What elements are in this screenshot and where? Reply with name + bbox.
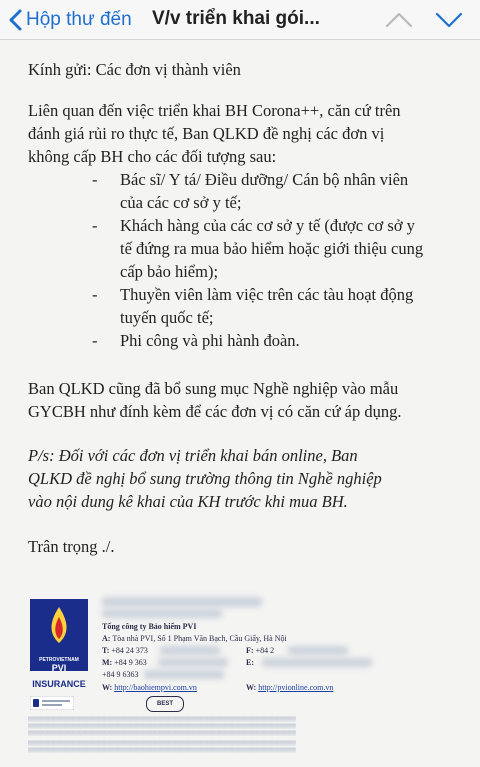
mobile-line: M: +84 9 363 — [102, 658, 147, 667]
phone-line: T: +84 24 373 — [102, 646, 148, 655]
bullet-marker: - — [92, 331, 98, 350]
fax-line: F: +84 2 — [246, 646, 275, 655]
bullet-line: Phi công và phi hành đoàn. — [120, 331, 300, 350]
logo-petrovietnam: PETROVIETNAM — [39, 657, 79, 663]
bullet-marker: - — [92, 285, 98, 304]
bullet-line: Thuyền viên làm việc trên các tàu hoạt động — [120, 285, 414, 304]
redacted-mobile — [158, 658, 228, 667]
best-award-badge: BEST — [146, 696, 184, 712]
bullet-line: tế đứng ra mua bảo hiểm hoặc giới thiệu cung — [120, 239, 424, 258]
redacted-email — [262, 658, 372, 667]
email-line: E: — [246, 658, 254, 667]
redacted-phone — [160, 646, 220, 655]
chevron-down-icon — [434, 8, 464, 32]
paragraph-line: không cấp BH cho các đối tượng sau: — [28, 147, 277, 166]
paragraph-line: GYCBH như đính kèm để các đơn vị có căn cứ áp dụng. — [28, 402, 402, 421]
phone-badge-icon — [30, 696, 74, 710]
ps-line: QLKD đề nghị bổ sung trường thông tin Nghề nghiệp — [28, 469, 382, 488]
disclaimer-text: ▒▒▒▒▒▒▒▒▒▒▒▒▒▒▒▒▒▒▒▒▒▒▒▒▒▒▒▒▒▒▒▒▒▒▒▒▒▒▒▒▒▒▒▒▒▒▒▒▒▒▒▒▒▒▒▒▒▒▒▒▒▒▒▒▒▒▒▒▒▒▒▒▒▒▒▒▒▒▒▒▒▒▒▒ — [28, 723, 296, 728]
back-button[interactable] — [8, 6, 132, 34]
bullet-marker: - — [92, 216, 98, 235]
back-label: Hộp thư đến — [26, 9, 132, 30]
closing: Trân trọng ./. — [28, 537, 115, 556]
bullet-marker: - — [92, 170, 98, 189]
website-link-2[interactable]: http://pvionline.com.vn — [258, 683, 334, 692]
redacted-mobile2 — [144, 670, 224, 679]
ps-line: vào nội dung kê khai của KH trước khi mua BH. — [28, 492, 348, 511]
disclaimer-text: ▒▒▒▒▒▒▒▒▒▒▒▒▒▒▒▒▒▒▒▒▒▒▒▒▒▒▒▒▒▒▒▒▒▒▒▒▒▒▒▒▒▒▒▒▒▒▒▒▒▒▒▒▒▒▒▒▒▒▒▒▒▒▒▒▒▒▒▒▒▒▒▒▒▒▒▒▒▒▒▒▒▒▒▒ — [28, 716, 296, 721]
previous-email-button[interactable] — [384, 8, 414, 32]
ps-line: P/s: Đối với các đơn vị triển khai bán online, Ban — [28, 446, 358, 465]
chevron-up-icon — [384, 8, 414, 32]
disclaimer-text: ▒▒▒▒▒▒▒▒▒▒▒▒▒▒▒▒▒▒▒▒▒▒▒▒▒▒▒▒▒▒▒▒▒▒▒▒▒▒▒▒▒▒▒▒▒▒▒▒▒▒▒▒▒▒▒▒▒▒▒▒▒▒▒▒▒▒▒▒▒▒▒▒▒▒▒▒▒▒▒▒▒▒▒▒ — [28, 740, 296, 745]
redacted-name — [102, 597, 262, 607]
disclaimer-text: ▒▒▒▒▒▒▒▒▒▒▒▒▒▒▒▒▒▒▒▒▒▒▒▒▒▒▒▒▒▒▒▒▒▒▒▒▒▒▒▒▒▒▒▒▒▒▒▒▒▒▒▒▒▒▒▒▒▒▒▒▒▒▒▒▒▒▒▒▒▒▒▒▒▒▒▒▒▒▒▒▒▒▒▒ — [28, 730, 296, 735]
website-link-1[interactable]: http://baohiempvi.com.vn — [114, 683, 197, 692]
web-line-2: W: http://pvionline.com.vn — [246, 683, 334, 692]
bullet-line: Bác sĩ/ Y tá/ Điều dưỡng/ Cán bộ nhân viên — [120, 170, 409, 189]
greeting: Kính gửi: Các đơn vị thành viên — [28, 60, 241, 79]
mail-toolbar — [0, 0, 480, 40]
mobile2-line: +84 9 6363 — [102, 670, 139, 679]
redacted-fax — [288, 646, 348, 655]
email-subject: V/v triển khai gói... — [152, 8, 320, 29]
email-signature — [18, 583, 462, 761]
chevron-left-icon — [8, 9, 22, 31]
next-email-button[interactable] — [434, 8, 464, 32]
disclaimer-text: ▒▒▒▒▒▒▒▒▒▒▒▒▒▒▒▒▒▒▒▒▒▒▒▒▒▒▒▒▒▒▒▒▒▒▒▒▒▒▒▒▒▒▒▒▒▒▒▒▒▒▒▒▒▒▒▒▒▒▒▒▒▒▒▒▒▒▒▒▒▒▒▒▒▒▒▒▒▒▒▒▒▒▒▒ — [28, 747, 296, 752]
redacted-title — [102, 609, 222, 618]
address-line: A: Tòa nhà PVI, Số 1 Phạm Văn Bạch, Cầu Giấy, Hà Nội — [102, 634, 287, 643]
logo-pvi: PVI — [51, 663, 67, 673]
company-name: Tổng công ty Bảo hiểm PVI — [102, 622, 197, 631]
bullet-line: tuyến quốc tế; — [120, 308, 214, 327]
bullet-line: Khách hàng của các cơ sở y tế (được cơ sở y — [120, 216, 415, 235]
paragraph-line: đánh giá rủi ro thực tế, Ban QLKD đề nghị các đơn vị — [28, 124, 385, 143]
logo-insurance: INSURANCE — [32, 679, 86, 689]
bullet-line: của các cơ sở y tế; — [120, 193, 242, 212]
bullet-line: cấp bảo hiểm); — [120, 262, 219, 281]
paragraph-line: Liên quan đến việc triển khai BH Corona++, căn cứ trên — [28, 101, 401, 120]
paragraph-line: Ban QLKD cũng đã bổ sung mục Nghề nghiệp vào mẫu — [28, 379, 399, 398]
web-line-1: W: http://baohiempvi.com.vn — [102, 683, 197, 692]
